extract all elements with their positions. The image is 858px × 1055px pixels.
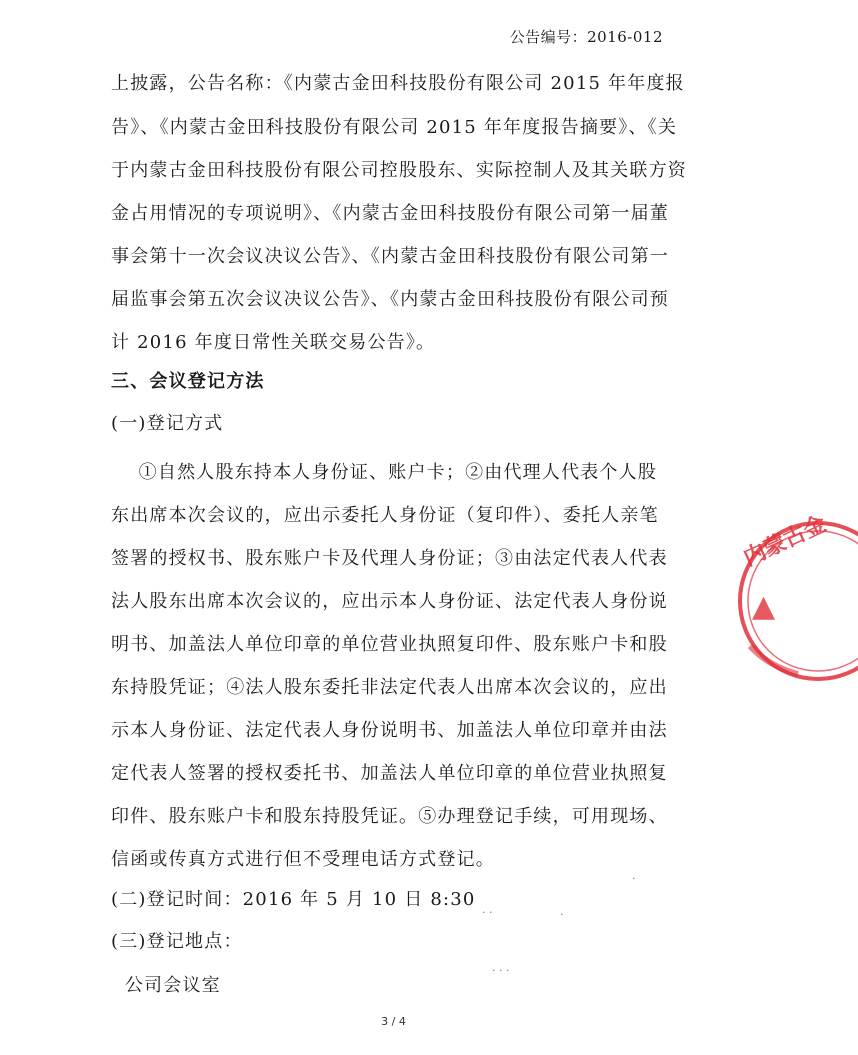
- body-line: 金占用情况的专项说明》、《内蒙古金田科技股份有限公司第一届董: [111, 203, 669, 224]
- body-line: 计 2016 年度日常性关联交易公告》。: [111, 332, 436, 353]
- body-line: 届监事会第五次会议决议公告》、《内蒙古金田科技股份有限公司预: [111, 289, 669, 310]
- registration-location: 公司会议室: [111, 975, 221, 996]
- body-line: 东持股凭证；④法人股东委托非法定代表人出席本次会议的，应出: [111, 677, 668, 698]
- body-line: 东出席本次会议的，应出示委托人身份证（复印件）、委托人亲笔: [111, 505, 659, 526]
- body-line: 信函或传真方式进行但不受理电话方式登记。: [111, 849, 495, 870]
- body-line: 告》、《内蒙古金田科技股份有限公司 2015 年年度报告摘要》、《关: [111, 117, 678, 138]
- body-line: 印件、股东账户卡和股东持股凭证。⑤办理登记手续，可用现场、: [111, 806, 668, 827]
- body-line: 于内蒙古金田科技股份有限公司控股股东、实际控制人及其关联方资: [111, 160, 687, 181]
- subsection-heading: (一)登记方式: [111, 413, 224, 434]
- scan-speck: · ·: [482, 906, 493, 919]
- body-line: 签署的授权书、股东账户卡及代理人身份证；③由法定代表人代表: [111, 548, 668, 569]
- body-line: 上披露，公告名称：《内蒙古金田科技股份有限公司 2015 年年度报: [111, 73, 685, 94]
- registration-time: (二)登记时间：2016 年 5 月 10 日 8:30: [111, 889, 476, 910]
- company-seal: [738, 510, 858, 686]
- svg-text:▲: ▲: [752, 589, 776, 624]
- body-line: 法人股东出席本次会议的，应出示本人身份证、法定代表人身份说: [111, 591, 668, 612]
- section-heading: 三、会议登记方法: [111, 371, 265, 392]
- page-number: 3 / 4: [381, 1015, 406, 1028]
- body-line: ①自然人股东持本人身份证、账户卡；②由代理人代表个人股: [111, 462, 658, 483]
- body-line: 示本人身份证、法定代表人身份说明书、加盖法人单位印章并由法: [111, 720, 668, 741]
- announcement-number: 公告编号：2016-012: [509, 28, 663, 46]
- body-line: 事会第十一次会议决议公告》、《内蒙古金田科技股份有限公司第一: [111, 246, 669, 267]
- scan-speck: ·: [560, 908, 564, 921]
- scan-speck: ·: [632, 872, 636, 885]
- scan-speck: · · ·: [492, 964, 510, 977]
- body-line: 明书、加盖法人单位印章的单位营业执照复印件、股东账户卡和股: [111, 634, 668, 655]
- seal-text: 内蒙古金: [739, 510, 831, 572]
- body-line: 定代表人签署的授权委托书、加盖法人单位印章的单位营业执照复: [111, 763, 668, 784]
- registration-location-label: (三)登记地点：: [111, 931, 243, 952]
